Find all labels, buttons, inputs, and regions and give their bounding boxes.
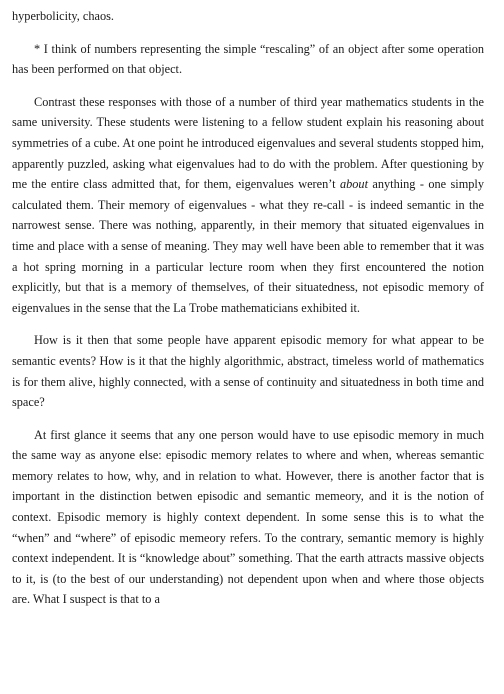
paragraph-text-part: Contrast these responses with those of a number of third year mathematics students in the same university. These students were listening to a fellow student explain his reasoning about symmetries of a cube. At one point he introduced eigenvalues and several students stopped him, apparently puzzled, asking what eigenvalues had to do with the problem. After questioning by me the entire class admitted that, for them, eigenvalues weren’t (12, 94, 484, 192)
lead-line: hyperbolicity, chaos. (12, 9, 114, 23)
emphasized-word: about (339, 177, 368, 192)
paragraph-context: At first glance it seems that any one person would have to use episodic memory in much the same way as anyone else: episodic memory relates to where and when, whereas semantic memory relates to how, why, and in relation to what. However, there is another factor that is important in the distinction betwen episodic and semantic memeory, and it is the notion of context. Episodic memory is highly context dependent. In some sense this is to what the “when” and “where” of episodic memeory refers. To the contrary, semantic memory is highly context independent. It is “knowledge about” something. That the earth attracts massive objects to it, is (to the best of our understanding) not dependent upon when and where those objects are. What I suspect is that to a (12, 427, 484, 607)
paragraph-text-part: anything - one simply calculated them. Their memory of eigenvalues - what they re-call - is indeed semantic in the narrowest sense. There was nothing, apparently, in their memory that situated eigenvalues in time and place with a sense of meaning. They may well have been able to remember that it was a hot spring morning in a particular lecture room when they first encountered the notion explicitly, but that is a memory of themselves, of their situatedness, not episodic memory of eigenvalues in the sense that the La Trobe mathematicians exhibited it. (12, 177, 484, 315)
paragraph-episodic-question: How is it then that some people have apparent episodic memory for what appear to be semantic events? How is it that the highly algorithmic, abstract, timeless world of mathematics is for them alive, highly connected, with a sense of continuity and situatedness in both time and space? (12, 333, 484, 410)
footnote: * I think of numbers representing the simple “rescaling” of an object after some operation has been performed on that object. (12, 41, 484, 77)
paragraph-eigenvalues (12, 92, 484, 319)
